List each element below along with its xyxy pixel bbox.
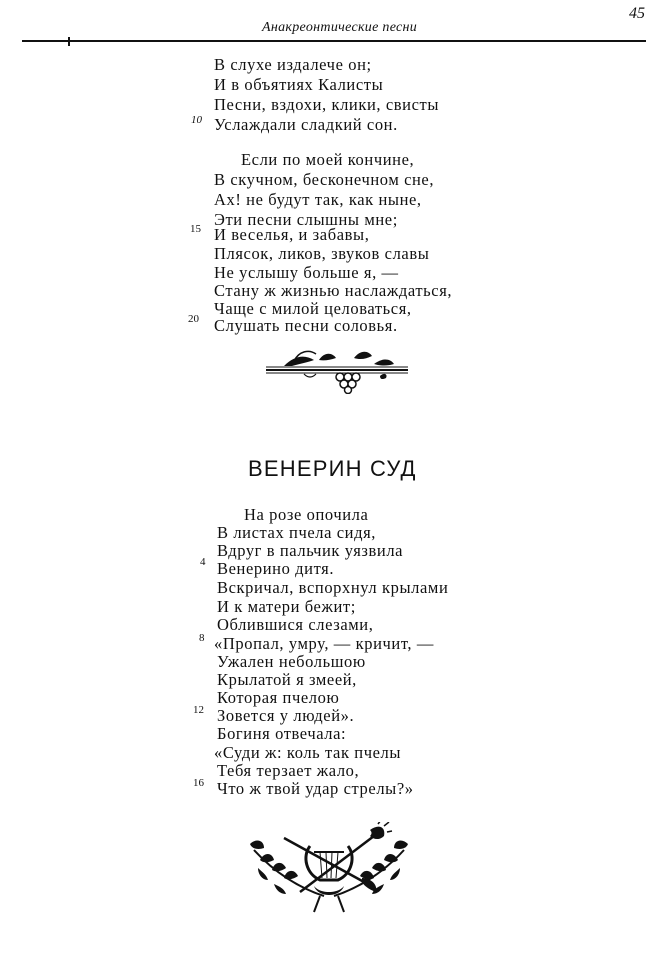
verse-line: Слушать песни соловья. <box>214 316 398 335</box>
line-number: 15 <box>190 223 201 235</box>
verse-line: Если по моей кончине, <box>241 150 415 169</box>
page-number: 45 <box>629 5 645 22</box>
verse-line: Чаще с милой целоваться, <box>214 299 412 318</box>
verse-line: Вскричал, вспорхнул крылами <box>217 578 449 597</box>
verse-line: Что ж твой удар стрелы?» <box>217 779 414 798</box>
verse-line: «Суди ж: коль так пчелы <box>214 743 402 762</box>
grape-vine-ornament-icon <box>264 346 410 394</box>
verse-line: И в объятиях Калисты <box>214 75 384 94</box>
line-number: 12 <box>193 704 204 716</box>
header-rule <box>22 40 646 42</box>
poem-title: ВЕНЕРИН СУД <box>248 456 417 481</box>
verse-line: «Пропал, умру, — кричит, — <box>214 634 434 653</box>
verse-line: В листах пчела сидя, <box>217 523 377 542</box>
line-number: 8 <box>199 632 205 644</box>
verse-line: Зовется у людей». <box>217 706 355 725</box>
verse-line: В слухе издалече он; <box>214 55 372 74</box>
verse-line: На розе опочила <box>244 505 369 524</box>
verse-line: Тебя терзает жало, <box>217 761 360 780</box>
line-number: 16 <box>193 777 204 789</box>
verse-line: В скучном, бесконечном сне, <box>214 170 435 189</box>
verse-line: И к матери бежит; <box>217 597 356 616</box>
lyre-wreath-ornament-icon <box>244 822 414 914</box>
verse-line: Ах! не будут так, как ныне, <box>214 190 422 209</box>
verse-line: Не услышу больше я, — <box>214 263 399 282</box>
verse-line: Песни, вздохи, клики, свисты <box>214 95 439 114</box>
verse-line: Венерино дитя. <box>217 559 335 578</box>
verse-line: Ужален небольшою <box>217 652 366 671</box>
verse-line: Стану ж жизнью наслаждаться, <box>214 281 453 300</box>
verse-line: Эти песни слышны мне; <box>214 210 398 229</box>
line-number: 10 <box>191 114 202 126</box>
verse-line: Вдруг в пальчик уязвила <box>217 541 404 560</box>
verse-line: Услаждали сладкий сон. <box>214 115 398 134</box>
line-number: 20 <box>188 313 199 325</box>
verse-line: Плясок, ликов, звуков славы <box>214 244 430 263</box>
verse-line: Богиня отвечала: <box>217 724 347 743</box>
header-rule-tick <box>68 37 70 46</box>
verse-line: Которая пчелою <box>217 688 340 707</box>
verse-line: Облившися слезами, <box>217 615 374 634</box>
verse-line: Крылатой я змеей, <box>217 670 357 689</box>
running-header-title: Анакреонтические песни <box>262 20 418 35</box>
line-number: 4 <box>200 556 206 568</box>
verse-line: И веселья, и забавы, <box>214 225 370 244</box>
